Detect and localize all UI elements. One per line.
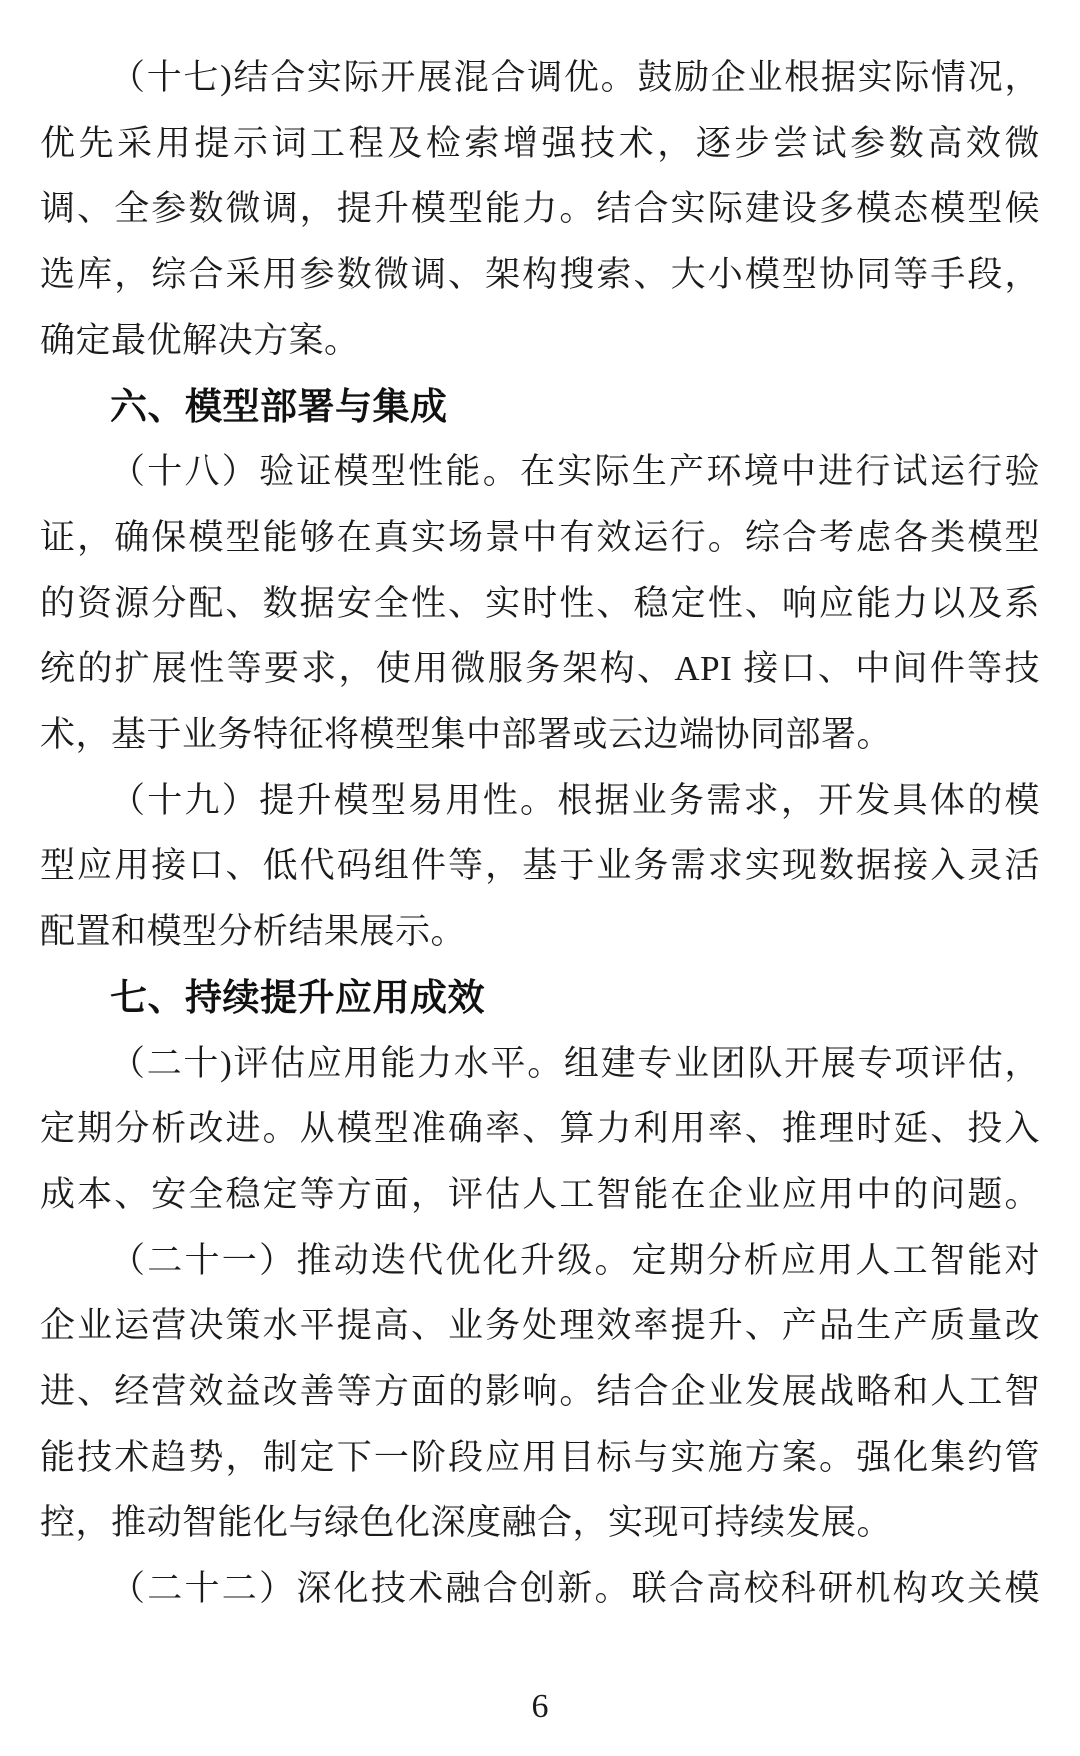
- text-line: （二十二）深化技术融合创新。联合高校科研机构攻关模: [110, 1569, 1040, 1609]
- text-line: （十八）验证模型性能。在实际生产环境中进行试运行验: [110, 452, 1040, 492]
- text-line: 调、全参数微调，提升模型能力。结合实际建设多模态模型候: [40, 189, 1040, 229]
- text-line: （二十一）推动迭代优化升级。定期分析应用人工智能对: [110, 1240, 1040, 1280]
- page-number: 6: [531, 1688, 549, 1725]
- section-heading: 六、模型部署与集成: [110, 385, 448, 427]
- text-line: 证，确保模型能够在真实场景中有效运行。综合考虑各类模型: [40, 517, 1040, 557]
- text-line: 型应用接口、低代码组件等，基于业务需求实现数据接入灵活: [40, 846, 1040, 886]
- text-line: （十九）提升模型易用性。根据业务需求，开发具体的模: [110, 780, 1040, 820]
- text-line: 的资源分配、数据安全性、实时性、稳定性、响应能力以及系: [40, 583, 1040, 623]
- text-line: 选库，综合采用参数微调、架构搜索、大小模型协同等手段，: [40, 255, 1040, 295]
- text-line: 企业运营决策水平提高、业务处理效率提升、产品生产质量改: [40, 1306, 1040, 1346]
- text-line: 统的扩展性等要求，使用微服务架构、API 接口、中间件等技: [40, 649, 1040, 689]
- text-line: 进、经营效益改善等方面的影响。结合企业发展战略和人工智: [40, 1372, 1040, 1412]
- section-heading: 七、持续提升应用成效: [110, 976, 485, 1018]
- text-line: 控，推动智能化与绿色化深度融合，实现可持续发展。: [40, 1503, 893, 1543]
- text-line: 成本、安全稳定等方面，评估人工智能在企业应用中的问题。: [40, 1174, 1040, 1214]
- text-line: （十七)结合实际开展混合调优。鼓励企业根据实际情况，: [110, 58, 1040, 97]
- text-line: 配置和模型分析结果展示。: [40, 912, 467, 952]
- text-line: 优先采用提示词工程及检索增强技术，逐步尝试参数高效微: [40, 123, 1040, 163]
- text-line: 定期分析改进。从模型准确率、算力利用率、推理时延、投入: [40, 1109, 1040, 1149]
- text-line: （二十)评估应用能力水平。组建专业团队开展专项评估，: [110, 1043, 1040, 1083]
- text-line: 确定最优解决方案。: [40, 320, 360, 360]
- text-line: 术，基于业务特征将模型集中部署或云边端协同部署。: [40, 715, 893, 755]
- text-line: 能技术趋势，制定下一阶段应用目标与实施方案。强化集约管: [40, 1437, 1040, 1477]
- document-body: [40, 45, 1040, 1622]
